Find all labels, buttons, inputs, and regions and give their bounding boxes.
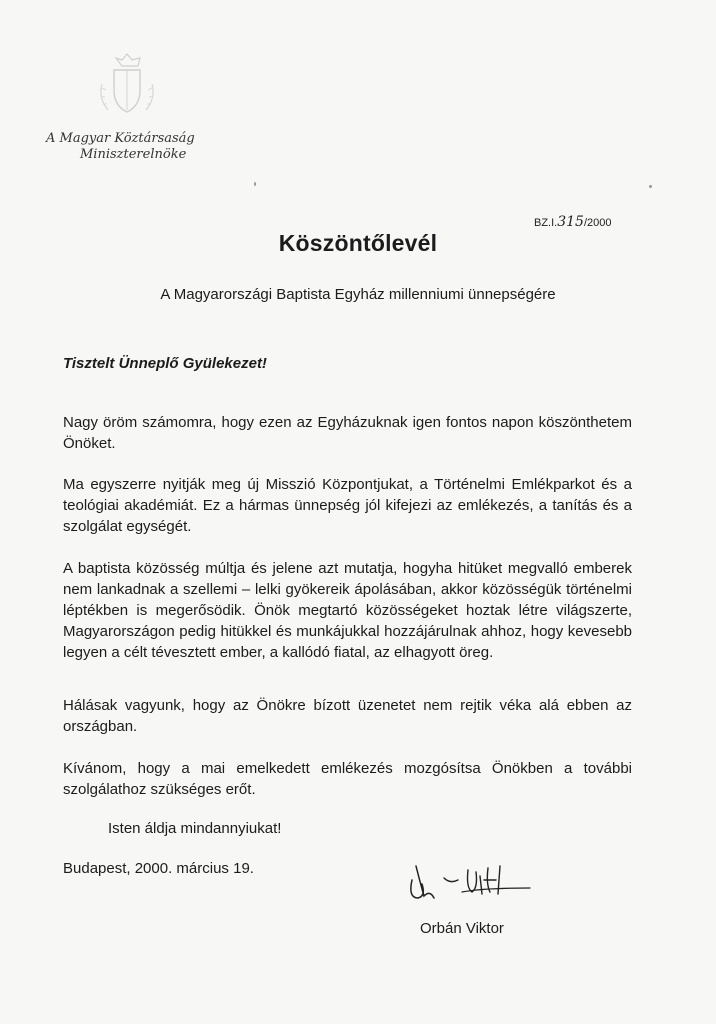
reference-suffix: /2000: [583, 217, 612, 229]
closing-blessing: Isten áldja mindannyiukat!: [108, 820, 282, 837]
office-line-1: A Magyar Köztársaság: [46, 131, 195, 146]
coat-of-arms-icon: [92, 50, 162, 120]
place-and-date: Budapest, 2000. március 19.: [63, 860, 254, 877]
salutation: Tisztelt Ünneplő Gyülekezet!: [63, 355, 267, 372]
body-paragraph: Hálásak vagyunk, hogy az Önökre bízott üzenetet nem rejtik véka alá ebben az országban.: [63, 697, 632, 735]
signer-name: Orbán Viktor: [420, 920, 504, 937]
handwritten-signature: [404, 858, 534, 908]
body-paragraph: A baptista közösség múltja és jelene azt mutatja, hogyha hitüket megvalló emberek nem lankadnak a szellemi – lelki gyökereik ápolásában, akkor közösségük történelmi léptékben is megerősödik. Önök megtartó közösségeket hoztak létre világszerte, Magyarországon pedig hitükkel és munkájukkal hozzájárulnak ahhoz, hogy kevesebb legyen a célt tévesztett ember, a kallódó fiatal, az elhagyott öreg.: [63, 560, 632, 661]
body-paragraph: Nagy öröm számomra, hogy ezen az Egyházuknak igen fontos napon köszönthetem Önöket.: [63, 414, 632, 452]
office-line-2: Miniszterelnöke: [80, 147, 187, 162]
scan-speck: [254, 182, 256, 186]
reference-number: [534, 214, 664, 230]
letter-subtitle: A Magyarországi Baptista Egyház millenniumi ünnepségére: [160, 286, 556, 303]
scan-speck: [649, 185, 652, 188]
issuing-office: [46, 131, 286, 163]
reference-handwritten-number: 315: [557, 214, 584, 230]
body-paragraph: Kívánom, hogy a mai emelkedett emlékezés mozgósítsa Önökben a további szolgálathoz szükséges erőt.: [63, 760, 632, 798]
body-paragraph: Ma egyszerre nyitják meg új Misszió Központjukat, a Történelmi Emlékparkot és a teológiai akadémiát. Ez a hármas ünnepség jól kifejezi az emlékezés, a tanítás és a szolgálat egységét.: [63, 476, 632, 535]
letter-title: Köszöntőlevél: [278, 230, 438, 256]
reference-prefix: BZ.I.: [534, 217, 558, 229]
